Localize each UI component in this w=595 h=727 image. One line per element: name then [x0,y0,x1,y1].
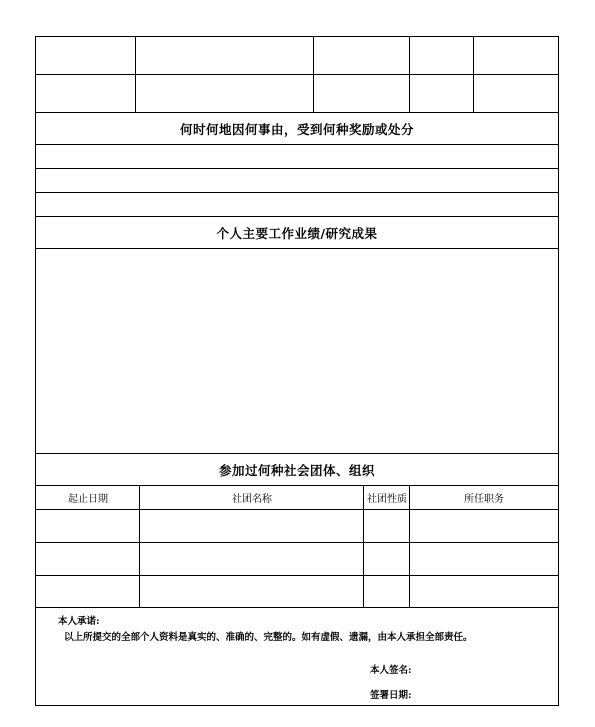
info-cell [314,37,410,74]
form-sheet [35,36,559,706]
org-table-row [36,510,558,543]
column-header-org-type: 社团性质 [367,494,407,505]
sign-date-label: 签署日期: [370,690,412,701]
column-divider [139,486,140,509]
award-row [36,193,558,217]
org-section-header [36,454,558,486]
org-section-title: 参加过何种社会团体、组织 [218,462,375,478]
work-section-title: 个人主要工作业绩/研究成果 [216,225,378,241]
pledge-text: 以上所提交的全部个人资料是真实的、准确的、完整的。如有虚假、遗漏，由本人承担全部责任。 [64,632,473,643]
pledge-title: 本人承诺: [58,616,100,627]
signature-label: 本人签名: [370,665,412,676]
work-content-area [36,249,558,454]
column-divider [363,543,364,575]
column-header-dates: 起止日期 [68,494,108,505]
column-divider [139,576,140,607]
info-row-2 [36,75,558,113]
column-header-position: 所任职务 [464,494,504,505]
pledge-section [36,608,558,705]
column-divider [139,543,140,575]
info-row-1 [36,37,558,75]
work-section-header [36,217,558,249]
column-header-org-name: 社团名称 [232,494,272,505]
column-divider [409,486,410,509]
info-cell [136,37,314,74]
award-row [36,145,558,169]
column-divider [409,576,410,607]
column-divider [409,510,410,542]
info-cell [314,75,410,112]
info-cell [36,75,136,112]
info-cell [410,37,474,74]
column-divider [363,576,364,607]
org-table-row [36,543,558,576]
column-divider [139,510,140,542]
org-table-header [36,486,558,510]
column-divider [363,486,364,509]
info-cell [410,75,474,112]
column-divider [409,543,410,575]
column-divider [363,510,364,542]
org-table-row [36,576,558,608]
award-row [36,169,558,193]
award-section-header [36,113,558,145]
info-cell [136,75,314,112]
award-section-title: 何时何地因何事由，受到何种奖励或处分 [179,121,414,137]
info-cell [36,37,136,74]
